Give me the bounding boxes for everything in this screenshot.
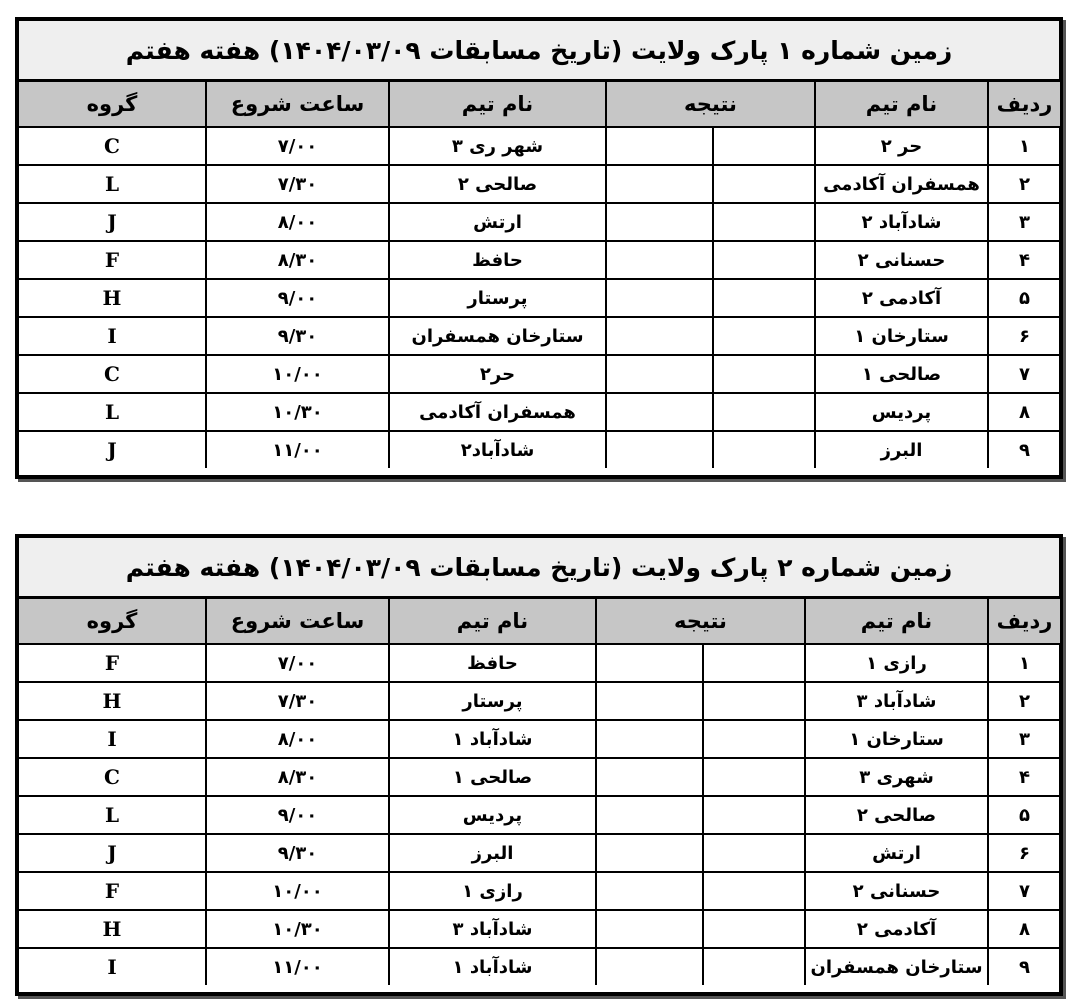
row-number: ۲ bbox=[988, 682, 1060, 720]
team-home: شادآباد ۳ bbox=[805, 682, 988, 720]
group: J bbox=[19, 431, 206, 468]
header-start-time: ساعت شروع bbox=[206, 82, 389, 127]
team-home: حسنانی ۲ bbox=[815, 241, 988, 279]
row-number: ۶ bbox=[988, 317, 1060, 355]
table-row bbox=[19, 203, 1060, 241]
group: I bbox=[19, 720, 206, 758]
result-cell bbox=[703, 758, 805, 796]
header-result: نتیجه bbox=[606, 82, 815, 127]
header-group: گروه bbox=[19, 82, 206, 127]
team-home: شهری ۳ bbox=[805, 758, 988, 796]
row-number: ۵ bbox=[988, 796, 1060, 834]
group: J bbox=[19, 834, 206, 872]
team-away: صالحی ۲ bbox=[389, 165, 606, 203]
team-home: آکادمی ۲ bbox=[805, 910, 988, 948]
table-row bbox=[19, 317, 1060, 355]
result-cell bbox=[596, 682, 703, 720]
team-away: شهر ری ۳ bbox=[389, 127, 606, 165]
team-home: صالحی ۱ bbox=[815, 355, 988, 393]
table-row bbox=[19, 910, 1060, 948]
table-row bbox=[19, 279, 1060, 317]
result-cell bbox=[606, 317, 713, 355]
start-time: ۹/۰۰ bbox=[206, 279, 389, 317]
row-number: ۴ bbox=[988, 758, 1060, 796]
table-title: زمین شماره ۲ پارک ولایت (تاریخ مسابقات ۱۴۰۴/۰۳/۰۹) هفته هفتم bbox=[19, 538, 1059, 599]
table-row bbox=[19, 431, 1060, 468]
row-number: ۳ bbox=[988, 720, 1060, 758]
result-cell bbox=[713, 355, 815, 393]
start-time: ۸/۰۰ bbox=[206, 203, 389, 241]
start-time: ۱۰/۳۰ bbox=[206, 393, 389, 431]
group: L bbox=[19, 393, 206, 431]
table-row bbox=[19, 165, 1060, 203]
row-number: ۵ bbox=[988, 279, 1060, 317]
start-time: ۸/۳۰ bbox=[206, 241, 389, 279]
result-cell bbox=[713, 279, 815, 317]
result-cell bbox=[713, 393, 815, 431]
team-away: پرستار bbox=[389, 682, 596, 720]
table-row bbox=[19, 355, 1060, 393]
row-number: ۶ bbox=[988, 834, 1060, 872]
group: C bbox=[19, 758, 206, 796]
table-row bbox=[19, 644, 1060, 682]
result-cell bbox=[596, 834, 703, 872]
result-cell bbox=[703, 872, 805, 910]
result-cell bbox=[703, 720, 805, 758]
header-team-away: نام تیم bbox=[389, 82, 606, 127]
table-row bbox=[19, 393, 1060, 431]
team-away: شادآباد۲ bbox=[389, 431, 606, 468]
team-away: حر۲ bbox=[389, 355, 606, 393]
start-time: ۱۰/۰۰ bbox=[206, 355, 389, 393]
schedule-grid bbox=[19, 599, 1060, 985]
team-away: حافظ bbox=[389, 241, 606, 279]
header-team-home: نام تیم bbox=[815, 82, 988, 127]
result-cell bbox=[596, 644, 703, 682]
header-row bbox=[19, 599, 1060, 644]
team-home: همسفران آکادمی bbox=[815, 165, 988, 203]
group: F bbox=[19, 872, 206, 910]
group: I bbox=[19, 948, 206, 985]
row-number: ۸ bbox=[988, 910, 1060, 948]
team-away: شادآباد ۳ bbox=[389, 910, 596, 948]
start-time: ۹/۳۰ bbox=[206, 317, 389, 355]
group: J bbox=[19, 203, 206, 241]
start-time: ۹/۰۰ bbox=[206, 796, 389, 834]
team-home: ستارخان ۱ bbox=[805, 720, 988, 758]
start-time: ۱۰/۳۰ bbox=[206, 910, 389, 948]
team-away: صالحی ۱ bbox=[389, 758, 596, 796]
team-away: حافظ bbox=[389, 644, 596, 682]
result-cell bbox=[606, 393, 713, 431]
team-away: پرستار bbox=[389, 279, 606, 317]
team-home: ستارخان همسفران bbox=[805, 948, 988, 985]
header-row-number: ردیف bbox=[988, 599, 1060, 644]
group: H bbox=[19, 682, 206, 720]
result-cell bbox=[703, 644, 805, 682]
group: C bbox=[19, 127, 206, 165]
team-home: ارتش bbox=[805, 834, 988, 872]
team-away: شادآباد ۱ bbox=[389, 720, 596, 758]
schedule-grid bbox=[19, 82, 1060, 468]
table-row bbox=[19, 872, 1060, 910]
result-cell bbox=[703, 682, 805, 720]
result-cell bbox=[606, 203, 713, 241]
row-number: ۷ bbox=[988, 872, 1060, 910]
row-number: ۲ bbox=[988, 165, 1060, 203]
header-group: گروه bbox=[19, 599, 206, 644]
group: F bbox=[19, 241, 206, 279]
header-row-number: ردیف bbox=[988, 82, 1060, 127]
start-time: ۷/۳۰ bbox=[206, 165, 389, 203]
result-cell bbox=[713, 165, 815, 203]
team-home: حسنانی ۲ bbox=[805, 872, 988, 910]
header-team-away: نام تیم bbox=[389, 599, 596, 644]
schedule-table-field-1 bbox=[15, 17, 1063, 479]
row-number: ۹ bbox=[988, 431, 1060, 468]
group: F bbox=[19, 644, 206, 682]
header-team-home: نام تیم bbox=[805, 599, 988, 644]
team-away: همسفران آکادمی bbox=[389, 393, 606, 431]
start-time: ۸/۳۰ bbox=[206, 758, 389, 796]
row-number: ۷ bbox=[988, 355, 1060, 393]
result-cell bbox=[606, 279, 713, 317]
result-cell bbox=[596, 720, 703, 758]
result-cell bbox=[606, 165, 713, 203]
table-row bbox=[19, 241, 1060, 279]
start-time: ۱۰/۰۰ bbox=[206, 872, 389, 910]
row-number: ۳ bbox=[988, 203, 1060, 241]
result-cell bbox=[606, 355, 713, 393]
row-number: ۱ bbox=[988, 127, 1060, 165]
group: L bbox=[19, 165, 206, 203]
result-cell bbox=[596, 758, 703, 796]
start-time: ۷/۰۰ bbox=[206, 127, 389, 165]
team-home: حر ۲ bbox=[815, 127, 988, 165]
row-number: ۱ bbox=[988, 644, 1060, 682]
team-home: ستارخان ۱ bbox=[815, 317, 988, 355]
row-number: ۹ bbox=[988, 948, 1060, 985]
table-row bbox=[19, 127, 1060, 165]
team-away: رازی ۱ bbox=[389, 872, 596, 910]
result-cell bbox=[703, 796, 805, 834]
start-time: ۱۱/۰۰ bbox=[206, 948, 389, 985]
result-cell bbox=[713, 431, 815, 468]
team-home: آکادمی ۲ bbox=[815, 279, 988, 317]
header-result: نتیجه bbox=[596, 599, 805, 644]
table-row bbox=[19, 720, 1060, 758]
header-row bbox=[19, 82, 1060, 127]
schedule-table-field-2 bbox=[15, 534, 1063, 996]
result-cell bbox=[713, 241, 815, 279]
start-time: ۱۱/۰۰ bbox=[206, 431, 389, 468]
start-time: ۷/۳۰ bbox=[206, 682, 389, 720]
start-time: ۹/۳۰ bbox=[206, 834, 389, 872]
result-cell bbox=[606, 431, 713, 468]
group: L bbox=[19, 796, 206, 834]
team-home: پردیس bbox=[815, 393, 988, 431]
row-number: ۴ bbox=[988, 241, 1060, 279]
header-start-time: ساعت شروع bbox=[206, 599, 389, 644]
team-home: البرز bbox=[815, 431, 988, 468]
team-home: رازی ۱ bbox=[805, 644, 988, 682]
result-cell bbox=[703, 910, 805, 948]
group: I bbox=[19, 317, 206, 355]
result-cell bbox=[703, 948, 805, 985]
table-row bbox=[19, 834, 1060, 872]
group: C bbox=[19, 355, 206, 393]
result-cell bbox=[713, 317, 815, 355]
team-home: صالحی ۲ bbox=[805, 796, 988, 834]
team-away: ارتش bbox=[389, 203, 606, 241]
result-cell bbox=[606, 241, 713, 279]
table-row bbox=[19, 948, 1060, 985]
team-away: البرز bbox=[389, 834, 596, 872]
result-cell bbox=[606, 127, 713, 165]
result-cell bbox=[713, 127, 815, 165]
result-cell bbox=[703, 834, 805, 872]
table-row bbox=[19, 682, 1060, 720]
group: H bbox=[19, 279, 206, 317]
table-row bbox=[19, 758, 1060, 796]
result-cell bbox=[596, 910, 703, 948]
result-cell bbox=[596, 872, 703, 910]
start-time: ۸/۰۰ bbox=[206, 720, 389, 758]
row-number: ۸ bbox=[988, 393, 1060, 431]
start-time: ۷/۰۰ bbox=[206, 644, 389, 682]
team-home: شادآباد ۲ bbox=[815, 203, 988, 241]
result-cell bbox=[713, 203, 815, 241]
table-title: زمین شماره ۱ پارک ولایت (تاریخ مسابقات ۱۴۰۴/۰۳/۰۹) هفته هفتم bbox=[19, 21, 1059, 82]
team-away: پردیس bbox=[389, 796, 596, 834]
group: H bbox=[19, 910, 206, 948]
table-row bbox=[19, 796, 1060, 834]
result-cell bbox=[596, 948, 703, 985]
team-away: شادآباد ۱ bbox=[389, 948, 596, 985]
team-away: ستارخان همسفران bbox=[389, 317, 606, 355]
result-cell bbox=[596, 796, 703, 834]
